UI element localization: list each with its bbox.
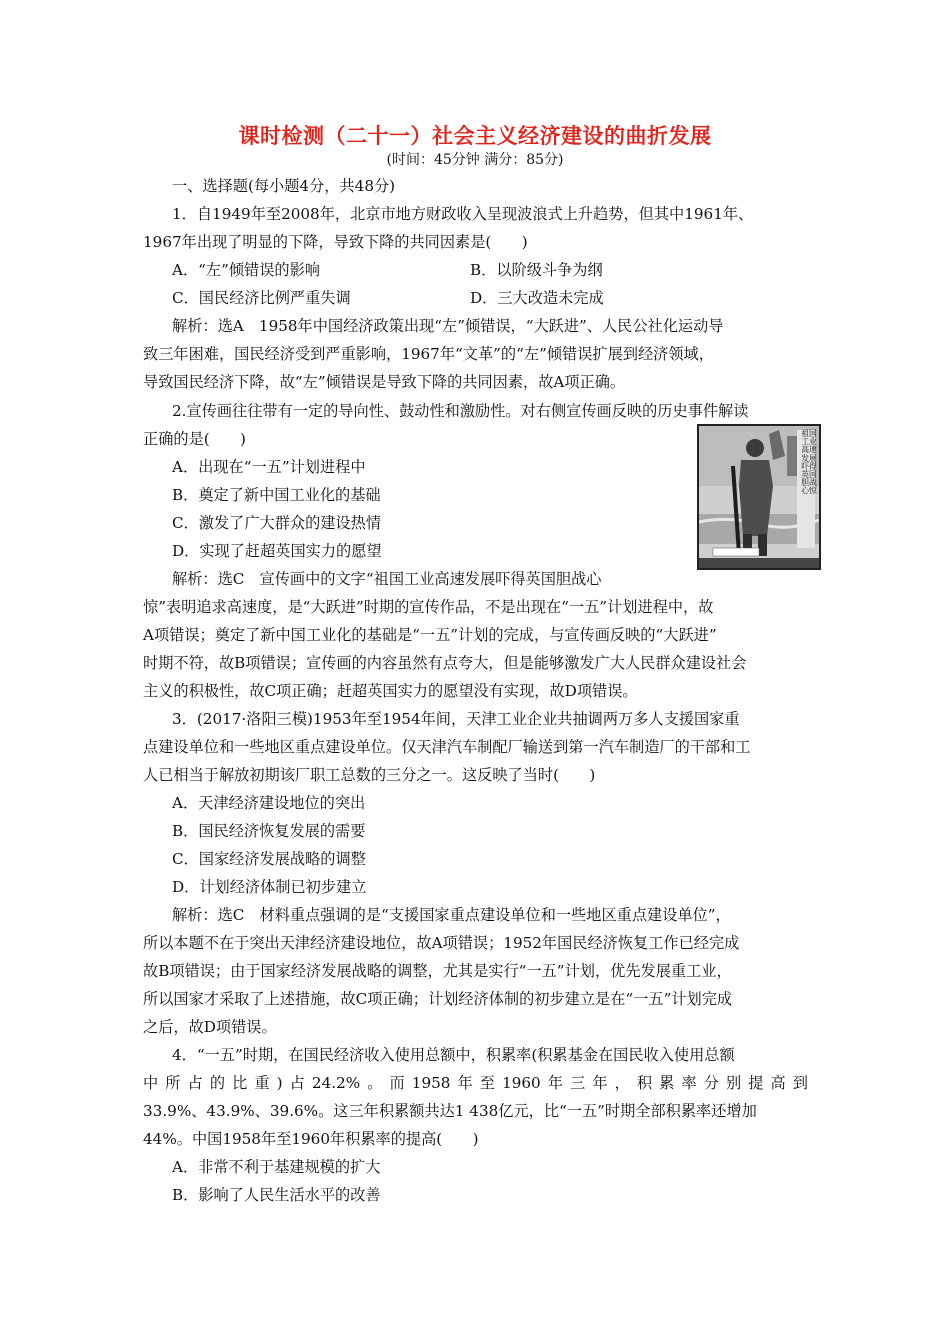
- q1-option-a: A．“左”倾错误的影响: [172, 261, 320, 279]
- poster-caption: 祖国工业高速发展吓得英国胆战心惊: [801, 429, 817, 496]
- q3-analysis-line1: 解析：选C 材料重点强调的是“支援国家重点建设单位和一些地区重点建设单位”，: [172, 906, 731, 924]
- q3-analysis-line2: 所以本题不在于突出天津经济建设地位，故A项错误；1952年国民经济恢复工作已经完成: [143, 934, 740, 952]
- q2-analysis-line4: 时期不符，故B项错误；宣传画的内容虽然有点夸大，但是能够激发广大人民群众建设社会: [143, 654, 747, 672]
- page-title: 课时检测（二十一）社会主义经济建设的曲折发展: [238, 124, 712, 148]
- q1-analysis-line2: 致三年困难，国民经济受到严重影响，1967年“文革”的“左”倾错误扩展到经济领域，: [143, 345, 714, 363]
- q3-option-b: B．国民经济恢复发展的需要: [172, 822, 366, 840]
- q3-stem-line1: 3．(2017·洛阳三模)1953年至1954年间，天津工业企业共抽调两万多人支援国家重: [172, 710, 740, 728]
- q3-analysis-line5: 之后，故D项错误。: [143, 1018, 277, 1036]
- q2-option-b: B．奠定了新中国工业化的基础: [172, 486, 381, 504]
- q3-option-c: C．国家经济发展战略的调整: [172, 850, 366, 868]
- section-heading: 一、选择题(每小题4分，共48分): [172, 177, 396, 195]
- q2-option-a: A．出现在“一五”计划进程中: [172, 458, 366, 476]
- q4-stem-line3: 33.9%、43.9%、39.6%。这三年积累额共达1 438亿元，比“一五”时期全部积累率还增加: [143, 1102, 757, 1120]
- q1-stem-line1: 1．自1949年至2008年，北京市地方财政收入呈现波浪式上升趋势，但其中1961年、: [172, 205, 754, 223]
- q4-option-a: A．非常不利于基建规模的扩大: [172, 1158, 381, 1176]
- q4-option-b: B．影响了人民生活水平的改善: [172, 1186, 381, 1204]
- q1-analysis-line1: 解析：选A 1958年中国经济政策出现“左”倾错误，“大跃进”、人民公社化运动导: [172, 317, 724, 335]
- q2-stem-line2: 正确的是( ): [143, 430, 246, 448]
- q2-analysis-line1: 解析：选C 宣传画中的文字“祖国工业高速发展吓得英国胆战心: [172, 570, 602, 588]
- page-subtitle: (时间：45分钟 满分：85分): [386, 152, 564, 168]
- q4-stem-line4: 44%。中国1958年至1960年积累率的提高( ): [143, 1130, 479, 1148]
- q4-stem-line2: 中所占的比重)占24.2%。而1958年至1960年三年，积累率分别提高到: [143, 1074, 808, 1092]
- q2-analysis-line2: 惊”表明追求高速度，是“大跃进”时期的宣传作品，不是出现在“一五”计划进程中，故: [143, 598, 714, 616]
- q1-option-c: C．国民经济比例严重失调: [172, 289, 351, 307]
- q1-option-b: B．以阶级斗争为纲: [470, 261, 603, 279]
- q2-analysis-line5: 主义的积极性，故C项正确；赶超英国实力的愿望没有实现，故D项错误。: [143, 682, 638, 700]
- q3-option-d: D．计划经济体制已初步建立: [172, 878, 367, 896]
- q1-option-d: D．三大改造未完成: [470, 289, 604, 307]
- propaganda-poster-image: [697, 424, 821, 570]
- q3-stem-line3: 人已相当于解放初期该厂职工总数的三分之一。这反映了当时( ): [143, 766, 596, 784]
- q3-stem-line2: 点建设单位和一些地区重点建设单位。仅天津汽车制配厂输送到第一汽车制造厂的干部和工: [143, 738, 751, 756]
- q3-option-a: A．天津经济建设地位的突出: [172, 794, 366, 812]
- q2-option-d: D．实现了赶超英国实力的愿望: [172, 542, 382, 560]
- q1-stem-line2: 1967年出现了明显的下降，导致下降的共同因素是( ): [143, 233, 528, 251]
- q3-analysis-line4: 所以国家才采取了上述措施，故C项正确；计划经济体制的初步建立是在“一五”计划完成: [143, 990, 733, 1008]
- q1-analysis-line3: 导致国民经济下降，故“左”倾错误是导致下降的共同因素，故A项正确。: [143, 373, 626, 391]
- q2-analysis-line3: A项错误；奠定了新中国工业化的基础是“一五”计划的完成，与宣传画反映的“大跃进”: [143, 626, 717, 644]
- q2-stem-line1: 2.宣传画往往带有一定的导向性、鼓动性和激励性。对右侧宣传画反映的历史事件解读: [172, 402, 749, 420]
- q3-analysis-line3: 故B项错误；由于国家经济发展战略的调整，尤其是实行“一五”计划，优先发展重工业，: [143, 962, 732, 980]
- q4-stem-line1: 4．“一五”时期，在国民经济收入使用总额中，积累率(积累基金在国民收入使用总额: [172, 1046, 735, 1064]
- q2-option-c: C．激发了广大群众的建设热情: [172, 514, 382, 532]
